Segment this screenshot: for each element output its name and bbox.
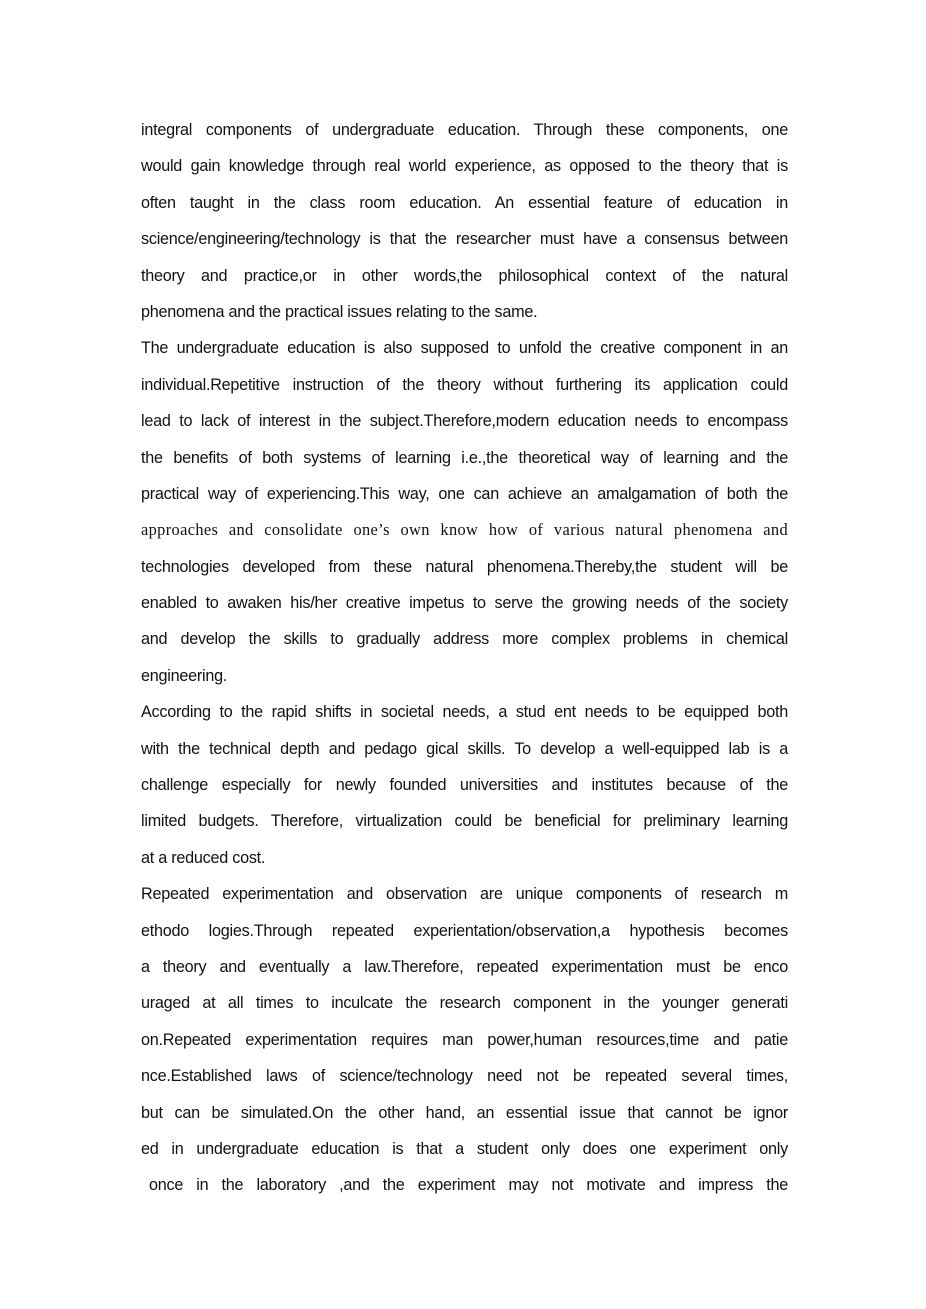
body-text <box>141 112 788 1204</box>
text-line: nce.Established laws of science/technology need not be repeated several times, <box>141 1067 788 1086</box>
text-line: the benefits of both systems of learning i.e.,the theoretical way of learning and the <box>141 448 788 467</box>
text-line: approaches and consolidate one’s own know how of various natural phenomena and <box>141 520 788 540</box>
text-line: often taught in the class room education. An essential feature of education in <box>141 193 788 212</box>
text-line: technologies developed from these natural phenomena.Thereby,the student will be <box>141 557 788 576</box>
text-line: but can be simulated.On the other hand, an essential issue that cannot be ignor <box>141 1103 788 1122</box>
text-line: theory and practice,or in other words,the philosophical context of the natural <box>141 266 788 285</box>
text-line: phenomena and the practical issues relating to the same. <box>141 302 538 321</box>
text-line: would gain knowledge through real world experience, as opposed to the theory that is <box>141 157 788 176</box>
text-line: on.Repeated experimentation requires man power,human resources,time and patie <box>141 1030 788 1049</box>
text-line: once in the laboratory ,and the experiment may not motivate and impress the <box>149 1176 788 1195</box>
text-line: and develop the skills to gradually address more complex problems in chemical <box>141 630 788 649</box>
text-line: enabled to awaken his/her creative impetus to serve the growing needs of the society <box>141 594 788 613</box>
text-line: science/engineering/technology is that the researcher must have a consensus between <box>141 230 788 249</box>
text-line: According to the rapid shifts in societal needs, a stud ent needs to be equipped both <box>141 703 788 722</box>
text-line: Repeated experimentation and observation are unique components of research m <box>141 885 788 904</box>
text-line: practical way of experiencing.This way, one can achieve an amalgamation of both the <box>141 484 788 503</box>
text-line: challenge especially for newly founded universities and institutes because of the <box>141 776 788 795</box>
text-line: a theory and eventually a law.Therefore, repeated experimentation must be enco <box>141 957 788 976</box>
text-line: integral components of undergraduate education. Through these components, one <box>141 121 788 139</box>
text-line: limited budgets. Therefore, virtualization could be beneficial for preliminary learning <box>141 812 788 831</box>
text-line: at a reduced cost. <box>141 848 266 867</box>
text-line: uraged at all times to inculcate the research component in the younger generati <box>141 994 788 1013</box>
text-line: lead to lack of interest in the subject.Therefore,modern education needs to encompass <box>141 412 788 431</box>
text-line: The undergraduate education is also supposed to unfold the creative component in an <box>141 339 788 358</box>
text-line: individual.Repetitive instruction of the theory without furthering its application could <box>141 375 788 394</box>
text-line: engineering. <box>141 666 228 685</box>
text-line: ed in undergraduate education is that a student only does one experiment only <box>141 1139 788 1158</box>
text-line: with the technical depth and pedago gical skills. To develop a well-equipped lab is a <box>141 739 788 758</box>
text-line: ethodo logies.Through repeated experientation/observation,a hypothesis becomes <box>141 921 788 940</box>
